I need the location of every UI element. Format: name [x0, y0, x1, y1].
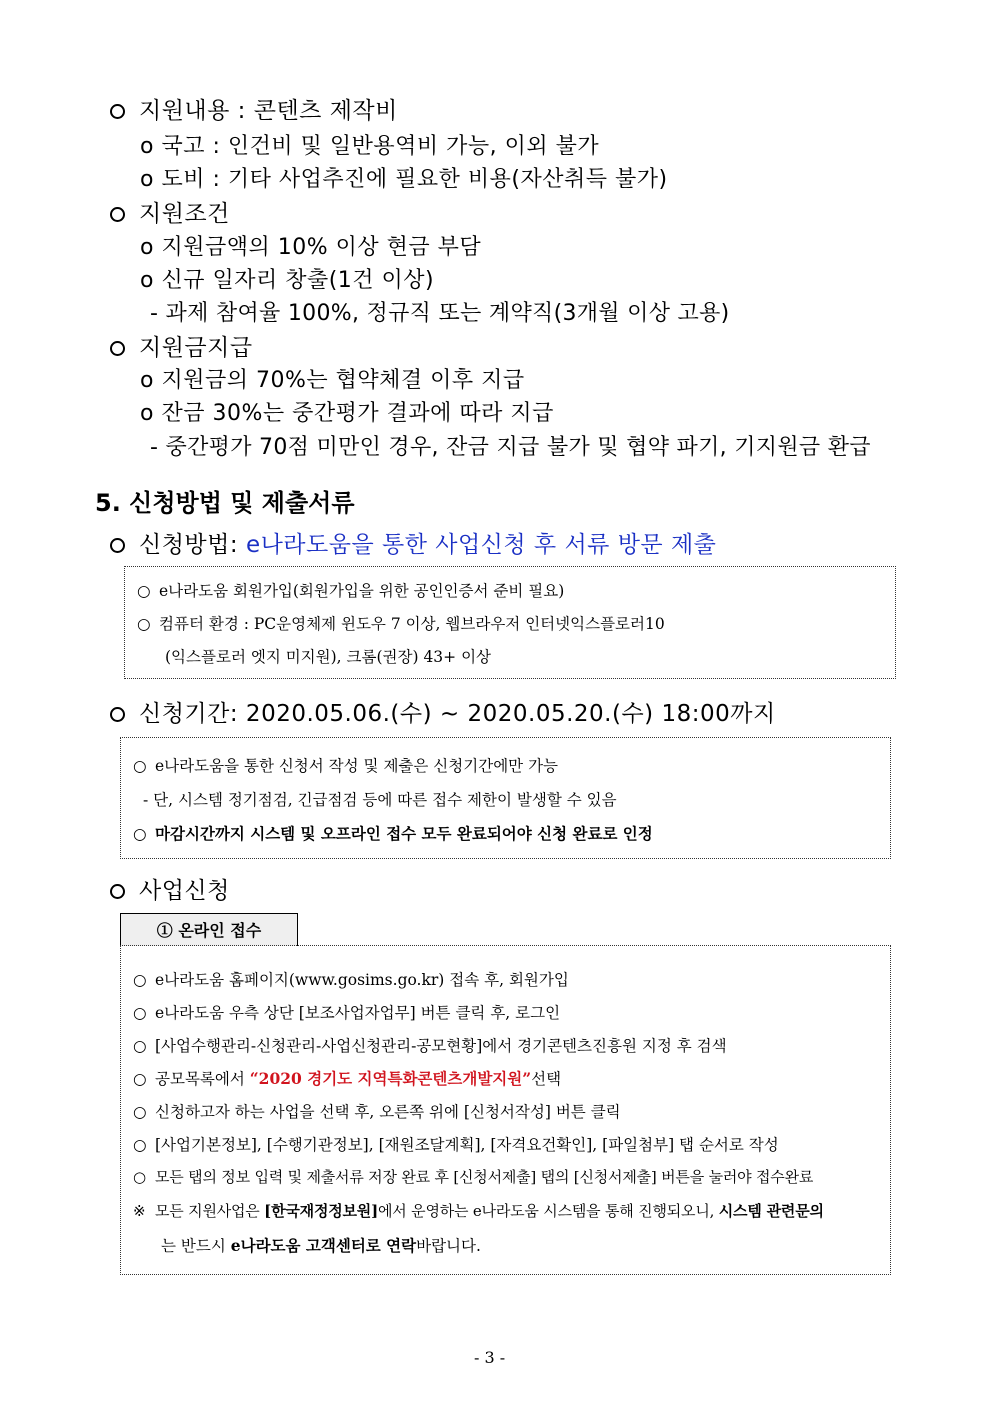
method-note-line-3: (익스플로러 엣지 미지원), 크롬(권장) 43+ 이상: [165, 648, 492, 666]
support-payment-item-balance: o 잔금 30%는 중간평가 결과에 따라 지급: [140, 401, 554, 426]
support-content-item-national: o 국고 : 인건비 및 일반용역비 가능, 이외 불가: [140, 134, 600, 159]
online-step-4-text: 공모목록에서: [155, 1070, 250, 1088]
online-step-6-text: [사업기본정보], [수행기관정보], [재원조달계획], [자격요건확인], [파일첨부] 탭 순서로 작성: [155, 1136, 779, 1154]
small-circle-bullet-icon: ○: [133, 757, 147, 775]
period-note-line-1: [133, 754, 558, 776]
application-method-heading: [110, 526, 716, 559]
online-step-4-suffix: 선택: [531, 1070, 562, 1088]
section-5-title: 5. 신청방법 및 제출서류: [95, 489, 355, 517]
online-step-3-text: [사업수행관리-신청관리-사업신청관리-공모현황]에서 경기콘텐츠진흥원 지정 후 검색: [155, 1037, 727, 1055]
support-payment-subitem: - 중간평가 70점 미만인 경우, 잔금 지급 불가 및 협약 파기, 기지원금 환급: [150, 435, 871, 460]
small-circle-bullet-icon: ○: [137, 582, 151, 600]
page-number: - 3 -: [474, 1348, 506, 1367]
support-payment-item-first: o 지원금의 70%는 협약체결 이후 지급: [140, 368, 525, 393]
small-circle-bullet-icon: ○: [133, 1070, 147, 1088]
method-note-box: [124, 566, 896, 679]
small-circle-bullet-icon: ○: [137, 615, 151, 633]
support-condition-item-jobs: o 신규 일자리 창출(1건 이상): [140, 268, 435, 293]
small-circle-bullet-icon: ○: [133, 1004, 147, 1022]
online-steps-box: [120, 945, 891, 1275]
online-step-1-text: e나라도움 홈페이지(www.gosims.go.kr) 접속 후, 회원가입: [155, 971, 569, 989]
support-condition-item-cash: o 지원금액의 10% 이상 현금 부담: [140, 235, 482, 260]
period-note-box: [120, 737, 891, 859]
support-condition-heading: [110, 195, 230, 228]
method-note-line-2: [137, 612, 665, 634]
online-step-1: [133, 968, 569, 990]
online-note-agency: [한국재정정보원]: [264, 1202, 378, 1220]
online-note-text-e: 바랍니다.: [416, 1237, 481, 1255]
online-note-contact: e나라도움 고객센터로 연락: [230, 1236, 417, 1255]
online-step-7: [133, 1166, 813, 1187]
circle-bullet-icon: [110, 884, 125, 899]
period-note-line-2: - 단, 시스템 정기점검, 긴급점검 등에 따른 접수 제한이 발생할 수 있음: [143, 791, 617, 809]
support-condition-text: 지원조건: [139, 201, 230, 227]
online-application-tab: ① 온라인 접수: [120, 913, 298, 946]
support-condition-subitem: - 과제 참여율 100%, 정규직 또는 계약직(3개월 이상 고용): [150, 301, 730, 326]
support-payment-text: 지원금지급: [139, 335, 253, 361]
support-content-item-province: o 도비 : 기타 사업추진에 필요한 비용(자산취득 불가): [140, 167, 668, 192]
method-note-line-1: [137, 579, 564, 601]
circle-bullet-icon: [110, 341, 125, 356]
application-method-value: e나라도움을 통한 사업신청 후 서류 방문 제출: [245, 532, 717, 558]
support-content-heading: [110, 92, 398, 125]
online-note-text-c: 에서 운영하는 e나라도움 시스템을 통해 진행되오니,: [378, 1202, 719, 1220]
online-step-2-text: e나라도움 우측 상단 [보조사업자업무] 버튼 클릭 후, 로그인: [155, 1004, 561, 1022]
method-note-text-2: 컴퓨터 환경 : PC운영체제 윈도우 7 이상, 웹브라우저 인터넷익스플로러10: [159, 615, 665, 633]
reference-mark-icon: ※: [133, 1202, 146, 1220]
application-period-text: 신청기간: 2020.05.06.(수) ~ 2020.05.20.(수) 18:00까지: [139, 701, 776, 727]
business-application-text: 사업신청: [139, 878, 230, 904]
program-name-highlight: “2020 경기도 지역특화콘텐츠개발지원”: [249, 1069, 532, 1088]
application-method-label: 신청방법:: [139, 532, 246, 558]
online-note-inquiry: 시스템 관련문의: [718, 1202, 824, 1220]
online-step-2: [133, 1001, 560, 1023]
circle-bullet-icon: [110, 104, 125, 119]
period-note-line-3: [133, 822, 653, 844]
method-note-text-1: e나라도움 회원가입(회원가입을 위한 공인인증서 준비 필요): [159, 582, 565, 600]
online-step-6: [133, 1133, 779, 1155]
small-circle-bullet-icon: ○: [133, 1136, 147, 1154]
online-note-text-a: 모든 지원사업은: [155, 1202, 265, 1220]
small-circle-bullet-icon: ○: [133, 824, 147, 843]
small-circle-bullet-icon: ○: [133, 971, 147, 989]
online-step-5: [133, 1100, 621, 1122]
online-step-4: [133, 1067, 561, 1089]
support-content-text: 지원내용 : 콘텐츠 제작비: [139, 98, 398, 124]
small-circle-bullet-icon: ○: [133, 1037, 147, 1055]
business-application-heading: [110, 872, 230, 905]
circle-bullet-icon: [110, 538, 125, 553]
online-note-line-2: [161, 1234, 481, 1256]
online-step-5-text: 신청하고자 하는 사업을 선택 후, 오른쪽 위에 [신청서작성] 버튼 클릭: [155, 1103, 621, 1121]
online-step-7-text: 모든 탭의 정보 입력 및 제출서류 저장 완료 후 [신청서제출] 탭의 [신청서제출] 버튼을 눌러야 접수완료: [155, 1168, 814, 1186]
period-note-text-1: e나라도움을 통한 신청서 작성 및 제출은 신청기간에만 가능: [155, 757, 559, 775]
circle-bullet-icon: [110, 707, 125, 722]
support-payment-heading: [110, 329, 253, 362]
online-note-text-d: 는 반드시: [161, 1237, 231, 1255]
online-step-3: [133, 1034, 727, 1056]
small-circle-bullet-icon: ○: [133, 1168, 146, 1186]
application-period: [110, 695, 776, 728]
circle-bullet-icon: [110, 207, 125, 222]
online-note-line-1: [133, 1200, 824, 1221]
period-note-text-3: 마감시간까지 시스템 및 오프라인 접수 모두 완료되어야 신청 완료로 인정: [155, 824, 653, 843]
small-circle-bullet-icon: ○: [133, 1103, 147, 1121]
